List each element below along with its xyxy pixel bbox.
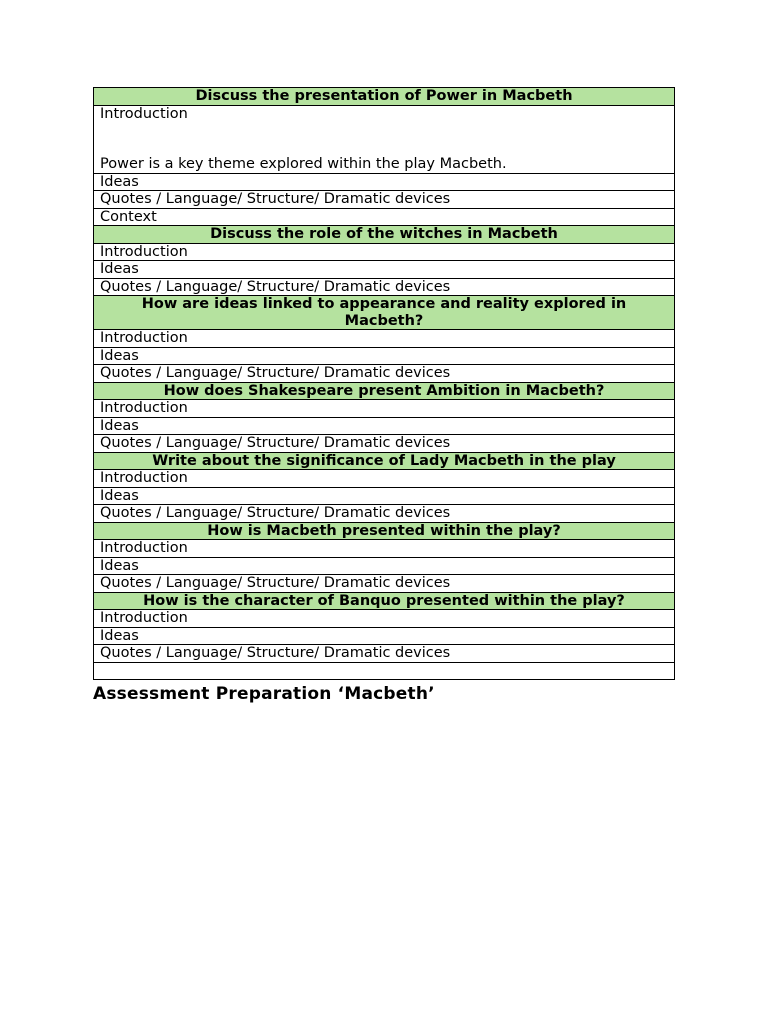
table-row <box>94 261 675 279</box>
assessment-table <box>93 87 675 680</box>
table-row <box>94 243 675 261</box>
introduction-cell <box>94 105 675 173</box>
empty-row <box>94 662 675 679</box>
table-row <box>94 105 675 173</box>
table-row <box>94 487 675 505</box>
table-row <box>94 208 675 226</box>
table-row <box>94 627 675 645</box>
row-label: Ideas <box>94 557 675 575</box>
row-label: Ideas <box>94 347 675 365</box>
table-row <box>94 417 675 435</box>
row-label: Quotes / Language/ Structure/ Dramatic devices <box>94 575 675 593</box>
section-heading: How is the character of Banquo presented within the play? <box>94 592 675 610</box>
section-heading: How are ideas linked to appearance and reality explored in Macbeth? <box>94 296 675 330</box>
section-heading: Discuss the presentation of Power in Macbeth <box>94 88 675 106</box>
row-label: Introduction <box>94 540 675 558</box>
table-row <box>94 505 675 523</box>
section-heading-row <box>94 452 675 470</box>
empty-cell <box>94 662 675 679</box>
row-label: Ideas <box>94 487 675 505</box>
row-label: Quotes / Language/ Structure/ Dramatic devices <box>94 435 675 453</box>
section-heading: How is Macbeth presented within the play? <box>94 522 675 540</box>
section-heading: How does Shakespeare present Ambition in Macbeth? <box>94 382 675 400</box>
table-row <box>94 470 675 488</box>
table-row <box>94 191 675 209</box>
section-heading-row <box>94 522 675 540</box>
table-row <box>94 278 675 296</box>
row-label: Ideas <box>94 627 675 645</box>
table-row <box>94 540 675 558</box>
section-heading: Discuss the role of the witches in Macbeth <box>94 226 675 244</box>
row-label: Ideas <box>94 261 675 279</box>
section-heading: Write about the significance of Lady Macbeth in the play <box>94 452 675 470</box>
row-label: Introduction <box>94 243 675 261</box>
intro-text: Power is a key theme explored within the play Macbeth. <box>100 156 507 172</box>
row-label: Ideas <box>94 173 675 191</box>
table-row <box>94 610 675 628</box>
table-row <box>94 557 675 575</box>
section-heading-row <box>94 88 675 106</box>
row-label: Context <box>94 208 675 226</box>
row-label: Quotes / Language/ Structure/ Dramatic devices <box>94 278 675 296</box>
table-row <box>94 173 675 191</box>
table-row <box>94 435 675 453</box>
section-heading-row <box>94 296 675 330</box>
row-label: Introduction <box>94 400 675 418</box>
table-row <box>94 330 675 348</box>
row-label: Ideas <box>94 417 675 435</box>
row-label: Quotes / Language/ Structure/ Dramatic devices <box>94 645 675 663</box>
section-heading-row <box>94 226 675 244</box>
document-title: Assessment Preparation ‘Macbeth’ <box>93 684 435 704</box>
section-heading-row <box>94 382 675 400</box>
table-row <box>94 645 675 663</box>
section-heading-row <box>94 592 675 610</box>
row-label: Quotes / Language/ Structure/ Dramatic devices <box>94 191 675 209</box>
row-label: Introduction <box>94 470 675 488</box>
row-label: Quotes / Language/ Structure/ Dramatic devices <box>94 365 675 383</box>
row-label: Introduction <box>100 105 188 122</box>
row-label: Introduction <box>94 330 675 348</box>
table-row <box>94 365 675 383</box>
row-label: Introduction <box>94 610 675 628</box>
table-row <box>94 347 675 365</box>
table-row <box>94 575 675 593</box>
table-row <box>94 400 675 418</box>
row-label: Quotes / Language/ Structure/ Dramatic devices <box>94 505 675 523</box>
